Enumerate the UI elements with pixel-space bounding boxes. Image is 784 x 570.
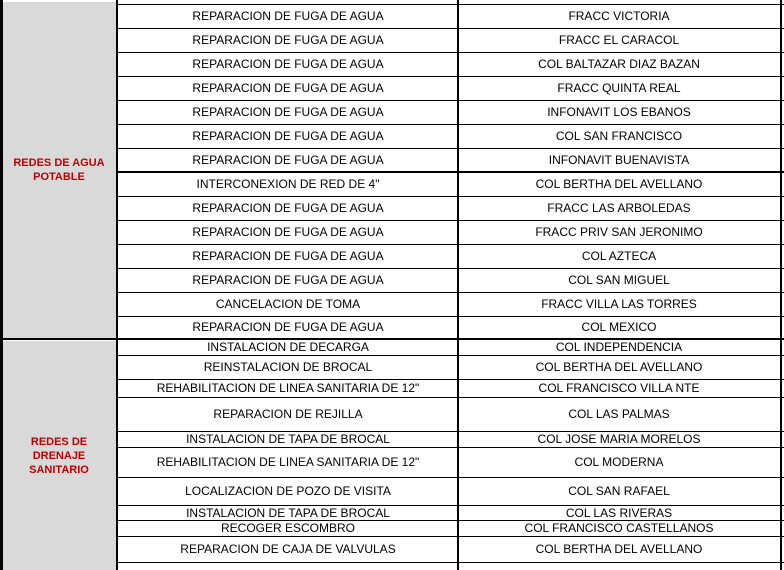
location-cell: FRACC QUINTA REAL <box>557 81 681 95</box>
column-divider <box>457 0 459 570</box>
row-divider <box>118 76 784 77</box>
table-row <box>118 244 784 268</box>
row-divider <box>118 292 784 293</box>
work-description-cell: REPARACION DE FUGA DE AGUA <box>192 57 384 71</box>
row-divider <box>118 148 784 149</box>
table-row <box>118 196 784 220</box>
table-row <box>118 268 784 292</box>
location-cell: INFONAVIT LOS EBANOS <box>547 105 691 119</box>
row-divider <box>118 244 784 245</box>
row-divider <box>118 379 784 380</box>
table-row <box>118 431 784 447</box>
location-cell: COL BERTHA DEL AVELLANO <box>535 360 703 374</box>
table-row <box>118 316 784 338</box>
table-row <box>118 447 784 477</box>
location-cell: COL LAS RIVERAS <box>565 505 673 520</box>
row-divider <box>118 28 784 29</box>
row-divider <box>118 477 784 478</box>
work-description-cell: RECOGER ESCOMBRO <box>220 521 355 535</box>
work-description-cell: REPARACION DE FUGA DE AGUA <box>192 105 384 119</box>
row-divider <box>118 397 784 398</box>
location-cell: FRACC VICTORIA <box>568 9 670 23</box>
category-label <box>13 156 104 184</box>
location-cell: COL BALTAZAR DIAZ BAZAN <box>538 57 700 71</box>
table-row <box>118 355 784 379</box>
work-description-cell: INSTALACION DE DECARGA <box>207 340 369 354</box>
location-cell: FRACC LAS ARBOLEDAS <box>547 201 691 215</box>
work-description-cell: REPARACION DE FUGA DE AGUA <box>192 249 384 263</box>
group-divider <box>0 338 118 340</box>
work-description-cell: REPARACION DE FUGA DE AGUA <box>192 201 384 215</box>
table-row <box>118 339 784 355</box>
table-row <box>118 477 784 505</box>
work-description-cell: REPARACION DE FUGA DE AGUA <box>192 273 384 287</box>
work-description-cell: CANCELACION DE TOMA <box>215 297 361 311</box>
location-cell: COL JOSE MARIA MORELOS <box>537 432 701 446</box>
table-row <box>118 397 784 431</box>
location-cell: FRACC EL CARACOL <box>558 33 680 47</box>
group-divider <box>118 338 784 340</box>
category-cell <box>2 341 116 570</box>
work-description-cell: REPARACION DE CAJA DE VALVULAS <box>180 542 396 556</box>
row-divider <box>118 124 784 125</box>
category-label-line: DRENAJE <box>32 449 86 462</box>
category-label-line: POTABLE <box>33 171 85 183</box>
work-description-cell: REPARACION DE FUGA DE AGUA <box>192 129 384 143</box>
location-cell: FRACC PRIV SAN JERONIMO <box>535 225 703 239</box>
table-row <box>118 124 784 148</box>
row-divider <box>118 505 784 506</box>
row-divider <box>118 316 784 317</box>
table-row <box>118 220 784 244</box>
category-label-line: SANITARIO <box>29 463 89 476</box>
location-cell: COL FRANCISCO CASTELLANOS <box>524 521 714 535</box>
table-row <box>118 4 784 28</box>
table-row <box>118 536 784 562</box>
row-divider <box>118 220 784 221</box>
work-description-cell: REPARACION DE FUGA DE AGUA <box>192 81 384 95</box>
table-row <box>118 76 784 100</box>
work-description-cell: REPARACION DE FUGA DE AGUA <box>192 225 384 239</box>
location-cell: COL SAN FRANCISCO <box>555 129 683 143</box>
table-row <box>118 520 784 536</box>
row-divider <box>118 171 784 173</box>
work-description-cell: REPARACION DE FUGA DE AGUA <box>192 33 384 47</box>
row-divider <box>118 562 784 563</box>
location-cell: COL SAN MIGUEL <box>568 273 670 287</box>
row-divider <box>118 268 784 269</box>
row-divider <box>118 196 784 197</box>
location-cell: COL BERTHA DEL AVELLANO <box>535 542 703 556</box>
work-description-cell: REPARACION DE FUGA DE AGUA <box>192 9 384 23</box>
location-cell: COL FRANCISCO VILLA NTE <box>538 381 700 395</box>
location-cell: INFONAVIT BUENAVISTA <box>548 153 690 167</box>
location-cell: COL MODERNA <box>574 455 664 469</box>
table-row <box>118 505 784 520</box>
location-cell: COL LAS PALMAS <box>568 407 670 421</box>
work-description-cell: INSTALACION DE TAPA DE BROCAL <box>186 432 390 446</box>
column-divider <box>0 0 3 570</box>
work-description-cell: REINSTALACION DE BROCAL <box>203 360 373 374</box>
work-description-cell: INTERCONEXION DE RED DE 4" <box>196 177 380 191</box>
table-row <box>118 100 784 124</box>
category-cell <box>2 2 116 338</box>
location-cell: COL INDEPENDENCIA <box>555 340 683 354</box>
row-divider <box>118 447 784 448</box>
work-description-cell: REHABILITACION DE LINEA SANITARIA DE 12" <box>156 381 420 395</box>
work-description-cell: REPARACION DE FUGA DE AGUA <box>192 153 384 167</box>
table-row <box>118 28 784 52</box>
row-divider <box>118 100 784 101</box>
work-description-cell: REHABILITACION DE LINEA SANITARIA DE 12" <box>156 455 420 469</box>
category-label-line: REDES DE <box>30 435 88 448</box>
row-divider <box>118 355 784 356</box>
location-cell: COL AZTECA <box>581 249 657 263</box>
row-divider <box>118 431 784 432</box>
table-row <box>118 292 784 316</box>
column-divider <box>780 0 782 570</box>
column-divider <box>116 0 118 570</box>
work-description-cell: REPARACION DE FUGA DE AGUA <box>192 320 384 334</box>
location-cell: COL BERTHA DEL AVELLANO <box>535 177 703 191</box>
table-row <box>118 148 784 172</box>
table-row <box>118 52 784 76</box>
location-cell: FRACC VILLA LAS TORRES <box>541 297 697 311</box>
category-label <box>29 435 89 477</box>
work-description-cell: REPARACION DE REJILLA <box>213 407 363 421</box>
table-row <box>118 379 784 397</box>
location-cell: COL MEXICO <box>581 320 657 334</box>
category-label-line: REDES DE AGUA <box>13 157 105 169</box>
row-divider <box>118 52 784 53</box>
row-divider <box>118 536 784 537</box>
location-cell: COL SAN RAFAEL <box>568 484 670 498</box>
work-description-cell: LOCALIZACION DE POZO DE VISITA <box>185 484 391 498</box>
row-divider <box>118 520 784 521</box>
work-description-cell: INSTALACION DE TAPA DE BROCAL <box>186 505 390 520</box>
table-row <box>118 172 784 196</box>
row-divider <box>118 4 784 5</box>
